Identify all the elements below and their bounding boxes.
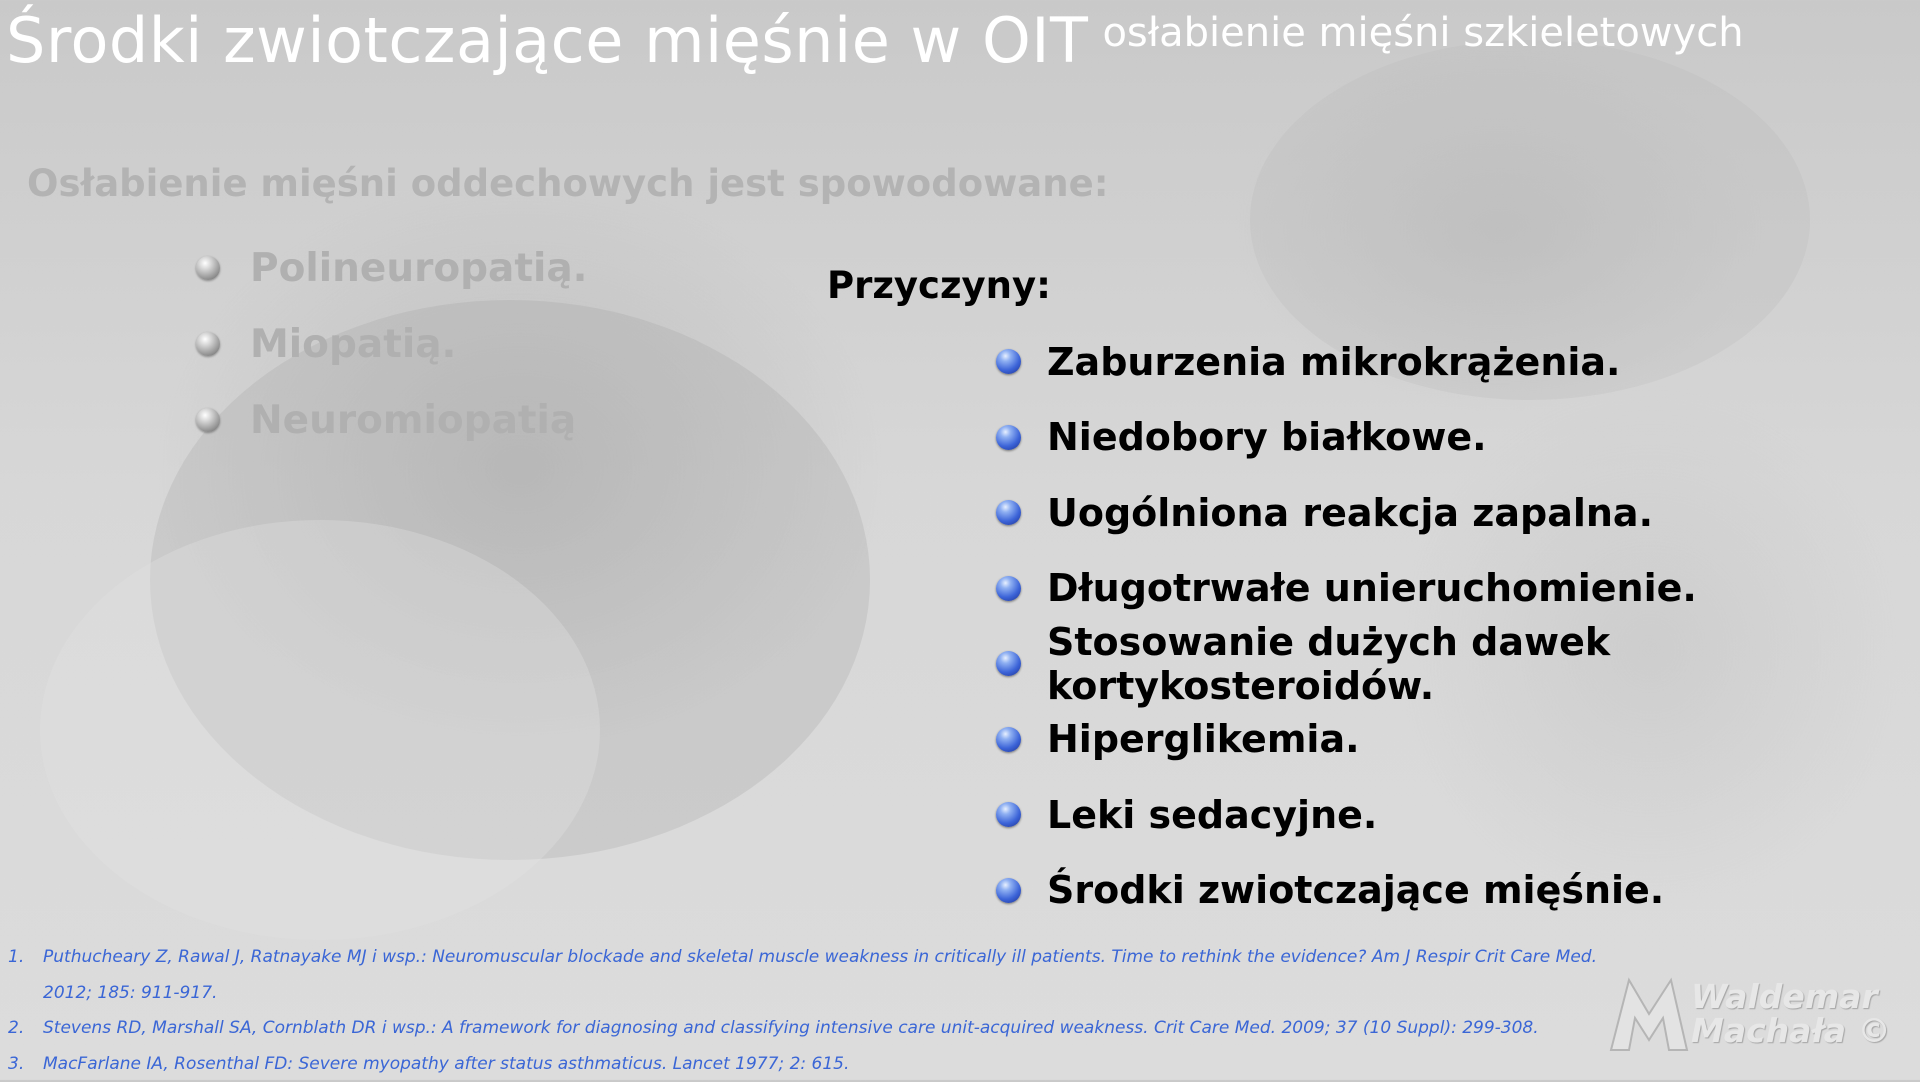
reference-item (8, 1011, 1608, 1047)
reference-text: Stevens RD, Marshall SA, Cornblath DR i wsp.: A framework for diagnosing and classifying intensive care unit-acquired weakness. Crit Care Med. 2009; 37 (10 Suppl): 299-308. (43, 1011, 1608, 1047)
list-item-text: Neuromiopatią (250, 398, 576, 443)
references (8, 940, 1608, 1082)
reference-item (8, 940, 1608, 976)
list-item (196, 230, 588, 306)
background-blob (40, 520, 600, 940)
list-item (996, 475, 1920, 551)
list-item (196, 382, 588, 458)
list-item-text: Stosowanie dużych dawek kortykosteroidów. (1047, 620, 1920, 708)
list-item-text: Leki sedacyjne. (1047, 793, 1377, 837)
bullet-icon (996, 878, 1021, 903)
bullet-icon (996, 500, 1021, 525)
bullet-icon (996, 651, 1021, 676)
watermark-logo (1603, 970, 1903, 1070)
list-item-text: Miopatią. (250, 322, 456, 367)
logo-icon (1603, 970, 1699, 1062)
reference-text: MacFarlane IA, Rosenthal FD: Severe myopathy after status asthmaticus. Lancet 1977; 2: 615. (43, 1047, 1608, 1082)
bullet-icon (196, 332, 220, 356)
list-item-text: Polineuropatią. (250, 246, 588, 291)
causes-list (996, 324, 1920, 928)
reference-text: Puthucheary Z, Rawal J, Ratnayake MJ i wsp.: Neuromuscular blockade and skeletal muscle weakness in critically ill patients. Time to rethink the evidence? Am J Respir Crit Care Med. (43, 940, 1608, 976)
list-item (996, 400, 1920, 476)
bullet-icon (996, 425, 1021, 450)
list-item (996, 324, 1920, 400)
list-item (996, 551, 1920, 627)
reference-number: 1. (8, 940, 43, 976)
list-item (996, 702, 1920, 778)
list-item-text: Zaburzenia mikrokrążenia. (1047, 340, 1620, 384)
list-item-text: Niedobory białkowe. (1047, 415, 1487, 459)
list-item (996, 777, 1920, 853)
bullet-icon (196, 256, 220, 280)
list-item-text: Środki zwiotczające mięśnie. (1047, 868, 1664, 912)
bullet-icon (996, 727, 1021, 752)
causes-heading: Przyczyny: (827, 264, 1051, 307)
list-item-text: Długotrwałe unieruchomienie. (1047, 566, 1697, 610)
bullet-icon (196, 408, 220, 432)
list-item-text: Hiperglikemia. (1047, 717, 1360, 761)
intro-list (196, 230, 588, 458)
bullet-icon (996, 349, 1021, 374)
list-item-text: Uogólniona reakcja zapalna. (1047, 491, 1653, 535)
slide-subtitle: osłabienie mięśni szkieletowych (1102, 10, 1743, 56)
list-item (996, 853, 1920, 929)
intro-lead: Osłabienie mięśni oddechowych jest spowodowane: (27, 162, 1109, 205)
watermark-line: Waldemar (1691, 980, 1891, 1014)
watermark-text (1691, 980, 1891, 1048)
bullet-icon (996, 576, 1021, 601)
list-item (996, 626, 1920, 702)
watermark-line: Machała © (1691, 1014, 1891, 1048)
list-item (196, 306, 588, 382)
bullet-icon (996, 802, 1021, 827)
reference-number: 2. (8, 1011, 43, 1047)
reference-item (8, 1047, 1608, 1082)
title-row (6, 4, 1744, 77)
slide-title: Środki zwiotczające mięśnie w OIT (6, 4, 1088, 77)
reference-continuation: 2012; 185: 911-917. (8, 976, 1608, 1012)
reference-number: 3. (8, 1047, 43, 1082)
